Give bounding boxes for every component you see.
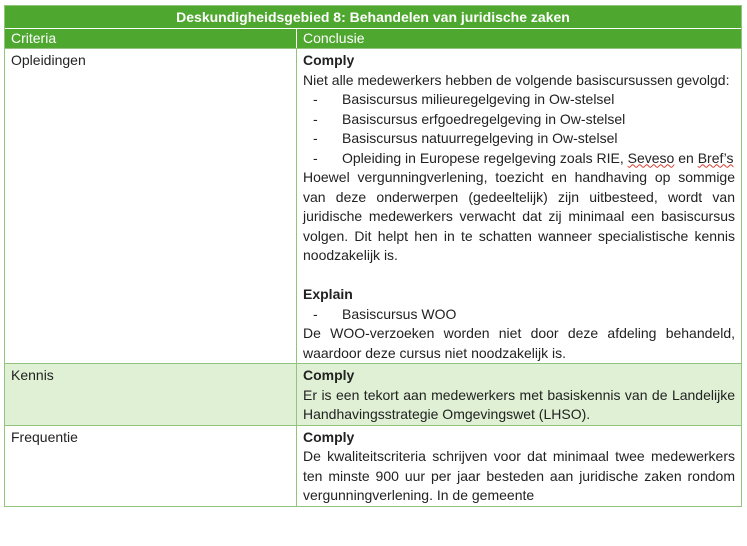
- comply-heading: Comply: [303, 367, 355, 383]
- list-item: [303, 129, 735, 149]
- bullet-marker: -: [313, 130, 318, 146]
- list-item-text-prefix: Opleiding in Europese regelgeving zoals RIE,: [342, 149, 624, 166]
- conclusion-cell: [297, 364, 741, 425]
- criteria-cell: Opleidingen: [5, 49, 297, 363]
- list-item: [303, 149, 735, 169]
- bullet-marker: -: [313, 149, 318, 166]
- paragraph-text: De kwaliteitscriteria schrijven voor dat minimaal twee medewerkers ten minste 900 uur per jaar besteden aan juridische zaken rondom vergunningverlening. In de gemeente: [303, 448, 735, 503]
- header-conclusie: Conclusie: [303, 30, 365, 46]
- list-item-text: Basiscursus WOO: [342, 305, 457, 322]
- list-item-text: Basiscursus milieuregelgeving in Ow-stelsel: [342, 91, 615, 107]
- table-row-frequentie: [5, 425, 741, 506]
- bullet-marker: -: [313, 305, 318, 322]
- list-item: [303, 305, 735, 325]
- conclusion-cell: [297, 49, 741, 363]
- bullet-marker: -: [313, 91, 318, 107]
- explain-heading: Explain: [303, 286, 353, 302]
- blank-line: [303, 266, 735, 286]
- comply-heading: Comply: [303, 52, 355, 68]
- spellcheck-word-seveso: Seveso: [627, 149, 675, 166]
- criteria-cell: Frequentie: [5, 426, 297, 506]
- criteria-cell: Kennis: [5, 364, 297, 425]
- intro-text: Niet alle medewerkers hebben de volgende basiscursussen gevolgd:: [303, 71, 730, 88]
- bullet-marker: -: [313, 110, 318, 127]
- list-item-text: Basiscursus erfgoedregelgeving in Ow-stelsel: [342, 110, 626, 127]
- table-header-row: [5, 29, 741, 48]
- conclusion-cell: [297, 426, 741, 506]
- header-criteria: Criteria: [5, 29, 297, 48]
- table-row-kennis: [5, 363, 741, 425]
- table-row-opleidingen: [5, 48, 741, 363]
- explain-text: De WOO-verzoeken worden niet door deze afdeling behandeld, waardoor deze cursus niet noodzakelijk is.: [303, 325, 735, 361]
- list-item: [303, 110, 735, 130]
- list-item-text-en: en: [678, 149, 694, 166]
- list-item: [303, 90, 735, 110]
- paragraph-text: Hoewel vergunningverlening, toezicht en handhaving op sommige van deze onderwerpen (gedeeltelijk) zijn uitbesteed, wordt van juridische medewerkers verwacht dat zij minimaal een basiscursus volgen. Dit helpt hen in te schatten wanneer specialistische kennis noodzakelijk is.: [303, 169, 735, 263]
- comply-heading: Comply: [303, 428, 355, 445]
- paragraph-text: Er is een tekort aan medewerkers met basiskennis van de Landelijke Handhavingsstrategie Omgevingswet (LHSO).: [303, 386, 735, 422]
- criteria-table: [4, 5, 742, 507]
- list-item-text: [342, 149, 735, 169]
- table-title: Deskundigheidsgebied 8: Behandelen van juridische zaken: [5, 6, 741, 29]
- spellcheck-word-brefs: Bref’s: [697, 149, 734, 166]
- list-item-text: Basiscursus natuurregelgeving in Ow-stelsel: [342, 130, 618, 146]
